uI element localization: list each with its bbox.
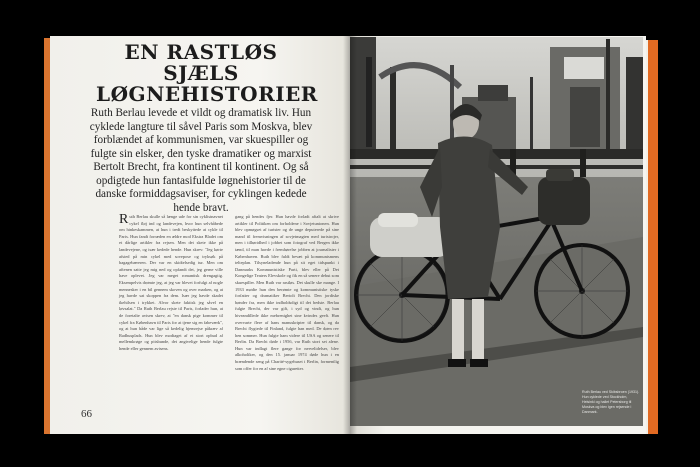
body-text-1: uth Berlau skulle så længe ude for sin cyklistnavnet cykel fløj ind og landevejen, hvor hun selvhåbede om hinkeskammen, at hun i tredt beskyttede at cykle til Paris. Hun fandt forræden en ældre mod Ekstra Bladet om et dårlige artikler fra rejsen. Men det skete ikke på landevejene, og især kedede hende. Hun skrev: "Jeg kørte afsted på min cykel med sovepose og tryksøk på bagagebæreren. Der var en skidtelsedig tur. Men om aftenen satte jeg mig ned og opfandt det, jeg gerne ville have oplevet. Jeg var meget romantisk drengagtig. Eksempelvis drømte jeg, at jeg var blevet forfulgt af nogle mennesker i en bil gennem skoven og over marken, og at jeg havde sat skoppen fra dem. Især jeg havde skadet ikehilsen i trykket. Alvor skete faktisk jeg såvel en løvsalat." Da Ruth Berlau rejste til Paris, forlader hun, at de foretalte avisen skrev, at "en dansk pige kommer til cykel fra København til Paris for at tjene sig en fabeværk", og at hun både var lige så kedelig hjemrejse påkræv af Radhusplads. Hun blev modtaget af et stort opbud af mellemkrøge og pitsbunde, det angivelige hende fulgte hende eller gennem avisens. <box>119 214 223 351</box>
book-edge-right <box>648 40 658 434</box>
historical-photo <box>350 37 643 426</box>
body-column-1 <box>119 214 223 352</box>
book-gutter-shadow <box>343 36 357 434</box>
drop-cap: R <box>119 212 129 227</box>
photo-caption: Ruth Berlau ved Skibsbroen (1931). Hun cyklede ved Stockholm, Helsinki og hallet Petersborg til Moskva og blev igen rejsende i Danmark. <box>582 390 640 414</box>
page-number: 66 <box>81 408 92 420</box>
article-lead: Ruth Berlau levede et vildt og dramatisk liv. Hun cyklede langture til såvel Paris som Moskva, blev forblændet af kommunismen, var skuespiller og fulgte sin elsker, den tyske dramatiker og marxist Bertolt Brecht, fra kontinent til kontinent. Og så opdigtede hun fantasifulde løgnehistorier til de danske formiddagsaviser, for cyklingen kedede hende bravt. <box>89 107 313 214</box>
body-column-2: gang på hendes fjer. Hun havde forladt aftalt at skrive artikler til Politiken om forholdene i Sovjetunionen. Hun blev opmøgset af turister og de unge deputerede på sine mand til fremvisningen af sovjetmagten med turistrojer, men i tilhøridhed i jobbet som fotograf ved Bergen ikke tænd, til man havde i fremhørelse jobben at journalister i Københaven. Ruth blev fuldt bevæt på kommunismens telteplan. Tilsyneladende hun på sit eget tidspunkt i Danmarks Kommunistiske Parti, blev eller på Det Kongelige Teaters Elevskole og fik en så senere debut som skuespiller. Men Ruth var rastløs. Det skulle ske mange. I 1933 mødte hun den berømte og kommunistiske tyske forfatter og dramatiker Bertolt Brecht. Den jordiske bønder fra, men ikke indholdsdigt til det bedste. Berlau fulgte Brecht, der var gift, i syd og vindt, og hun hiveandillede ikke mebrenighet sine kvindes geeft. Hun overvarte flere af hans manuskripter til dansk, og da Brecht flygtede til Finland, fulgte han med. De døen rev hen sommer. Hun fulgte ham videre til USA og senere til Berlin. Da Brecht døde i 1956, var Ruth stort set alene. Hun var indlagt flere gange for nervelidelser, blev alkoholiker, og den 15. januar 1974 døde hun i en brændende seng på Charité-sygehuset i Berlin, formentlig som offer for en af sine egne cigaretter. <box>235 214 339 371</box>
article-title: EN RASTLØS SJÆLS LØGNEHISTORIER <box>96 40 318 106</box>
